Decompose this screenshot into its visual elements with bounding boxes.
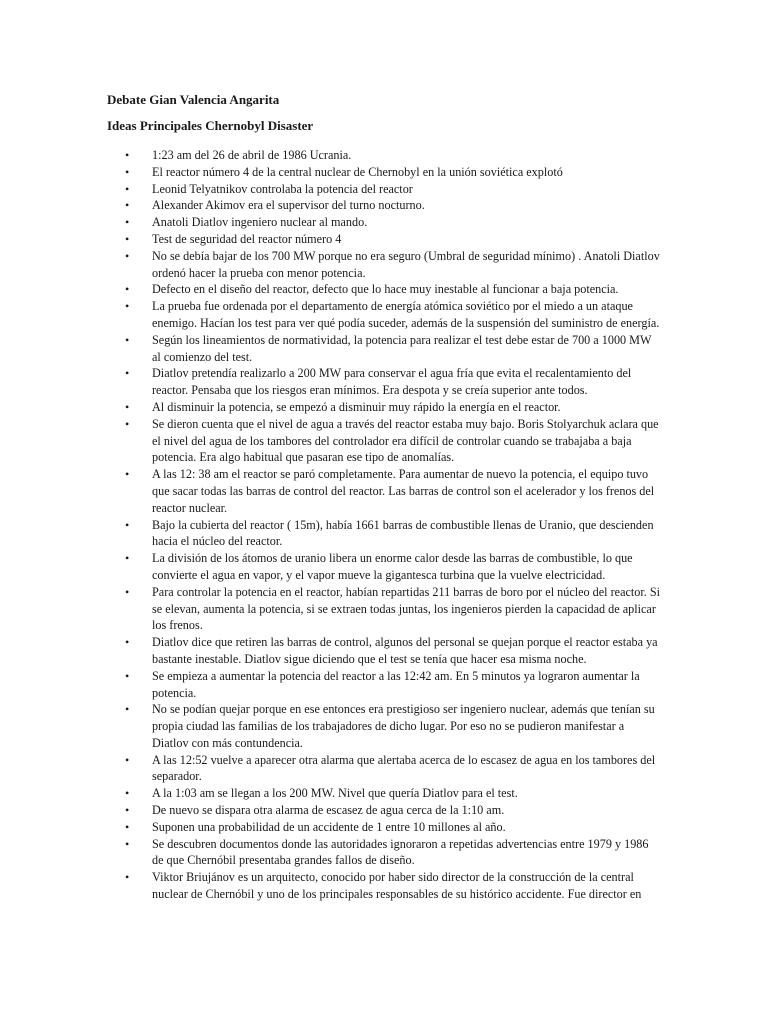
bullet-item: • Se dieron cuenta que el nivel de agua a través del reactor estaba muy bajo. Boris Stolyarchuk aclara que el nivel del agua de los tambores del controlador era difícil de controlar cuando se trabajaba a baja potencia. Era algo habitual que pasaran ese tipo de anomalías. [107, 416, 662, 466]
document-title: Debate Gian Valencia Angarita [107, 92, 280, 107]
bullet-item: • De nuevo se dispara otra alarma de escasez de agua cerca de la 1:10 am. [107, 802, 662, 819]
bullet-list [107, 147, 662, 903]
bullet-item: • Se empieza a aumentar la potencia del reactor a las 12:42 am. En 5 minutos ya lograron aumentar la potencia. [107, 668, 662, 702]
bullet-item: • A la 1:03 am se llegan a los 200 MW. Nivel que quería Diatlov para el test. [107, 785, 662, 802]
bullet-item: • Alexander Akimov era el supervisor del turno nocturno. [107, 197, 662, 214]
bullet-item: • Bajo la cubierta del reactor ( 15m), había 1661 barras de combustible llenas de Uranio, que descienden hacia el núcleo del reactor. [107, 517, 662, 551]
bullet-item: • No se debía bajar de los 700 MW porque no era seguro (Umbral de seguridad mínimo) . Anatoli Diatlov ordenó hacer la prueba con menor potencia. [107, 248, 662, 282]
bullet-item: • Para controlar la potencia en el reactor, habían repartidas 211 barras de boro por el núcleo del reactor. Si se elevan, aumenta la potencia, si se extraen todas juntas, los ingenieros pierden la capacidad de aplicar los frenos. [107, 584, 662, 634]
bullet-item: • La prueba fue ordenada por el departamento de energía atómica soviético por el miedo a un ataque enemigo. Hacían los test para ver qué podía suceder, además de la suspensión del suministro de energía. [107, 298, 662, 332]
bullet-item: • El reactor número 4 de la central nuclear de Chernobyl en la unión soviética explotó [107, 164, 662, 181]
bullet-item: • Suponen una probabilidad de un accidente de 1 entre 10 millones al año. [107, 819, 662, 836]
bullet-item: • Leonid Telyatnikov controlaba la potencia del reactor [107, 181, 662, 198]
bullet-item: • Diatlov pretendía realizarlo a 200 MW para conservar el agua fría que evita el recalentamiento del reactor. Pensaba que los riesgos eran mínimos. Era despota y se creía superior ante todos. [107, 365, 662, 399]
bullet-item: • Diatlov dice que retiren las barras de control, algunos del personal se quejan porque el reactor estaba ya bastante inestable. Diatlov sigue diciendo que el test se tenía que hacer esa misma noche. [107, 634, 662, 668]
bullet-item: • Defecto en el diseño del reactor, defecto que lo hace muy inestable al funcionar a baja potencia. [107, 281, 662, 298]
bullet-item: • A las 12: 38 am el reactor se paró completamente. Para aumentar de nuevo la potencia, el equipo tuvo que sacar todas las barras de control del reactor. Las barras de control son el acelerador y los frenos del reactor nuclear. [107, 466, 662, 516]
bullet-item: • Se descubren documentos donde las autoridades ignoraron a repetidas advertencias entre 1979 y 1986 de que Chernóbil presentaba grandes fallos de diseño. [107, 836, 662, 870]
bullet-item: • Viktor Briujánov es un arquitecto, conocido por haber sido director de la construcción de la central nuclear de Chernóbil y uno de los principales responsables de su histórico accidente. Fue director en [107, 869, 662, 903]
bullet-item: • No se podían quejar porque en ese entonces era prestigioso ser ingeniero nuclear, además que tenían su propia ciudad las familias de los trabajadores de dicho lugar. Por eso no se pudieron manifestar a Diatlov con más contundencia. [107, 701, 662, 751]
document-subtitle: Ideas Principales Chernobyl Disaster [107, 118, 314, 133]
bullet-item: • Test de seguridad del reactor número 4 [107, 231, 662, 248]
bullet-item: • Al disminuir la potencia, se empezó a disminuir muy rápido la energía en el reactor. [107, 399, 662, 416]
bullet-item: • Anatoli Diatlov ingeniero nuclear al mando. [107, 214, 662, 231]
bullet-item: • Según los lineamientos de normatividad, la potencia para realizar el test debe estar de 700 a 1000 MW al comienzo del test. [107, 332, 662, 366]
bullet-item: • 1:23 am del 26 de abril de 1986 Ucrania. [107, 147, 662, 164]
bullet-item: • La división de los átomos de uranio libera un enorme calor desde las barras de combustible, lo que convierte el agua en vapor, y el vapor mueve la gigantesca turbina que la vuelve electricidad. [107, 550, 662, 584]
bullet-item: • A las 12:52 vuelve a aparecer otra alarma que alertaba acerca de lo escasez de agua en los tambores del separador. [107, 752, 662, 786]
